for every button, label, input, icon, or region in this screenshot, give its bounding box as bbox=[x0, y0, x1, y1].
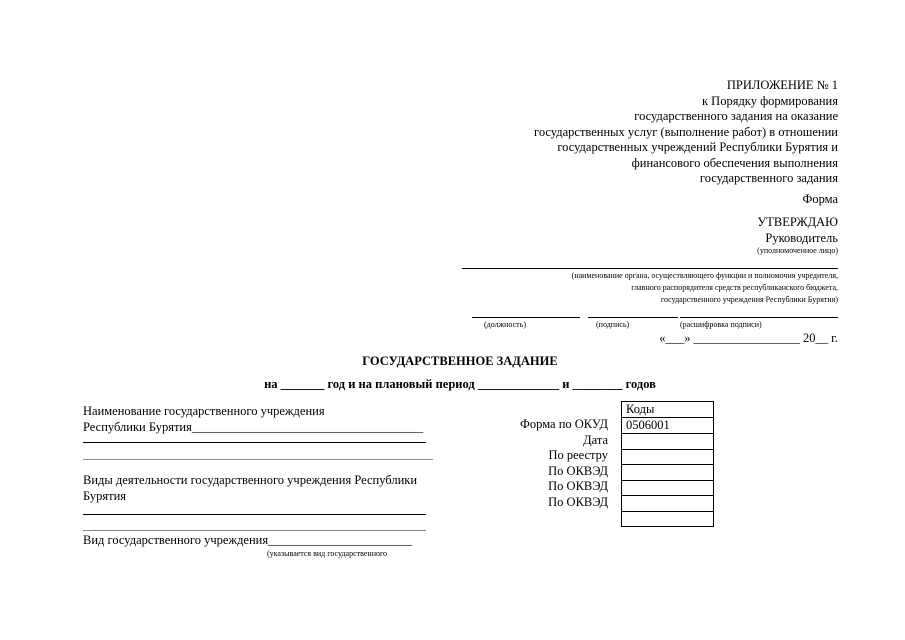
code-label: По ОКВЭД bbox=[548, 479, 608, 493]
signature-line bbox=[588, 317, 678, 318]
code-cell-empty bbox=[622, 511, 714, 527]
appendix-line: финансового обеспечения выполнения bbox=[631, 155, 838, 170]
appendix-line: государственного задания на оказание bbox=[634, 109, 838, 123]
blank-line bbox=[83, 442, 426, 443]
code-label: Дата bbox=[583, 432, 608, 447]
institution-kind-line: Вид государственного учреждения_______________________ bbox=[83, 533, 412, 547]
organ-name-line bbox=[462, 268, 838, 269]
appendix-line: ПРИЛОЖЕНИЕ № 1 bbox=[726, 78, 838, 92]
approval-date: «___» _________________ 20__ г. bbox=[659, 331, 838, 345]
code-cell-date bbox=[622, 434, 714, 450]
activity-label-2: Бурятия bbox=[83, 489, 127, 503]
activity-label: Виды деятельности государственного учреждения Республики bbox=[83, 473, 418, 487]
appendix-line: государственного задания bbox=[699, 171, 838, 185]
appendix-line: государственных учреждений Республики Бурятия и bbox=[557, 140, 838, 154]
appendix-line: к Порядку формирования bbox=[701, 93, 838, 108]
code-cell-registry bbox=[622, 449, 714, 465]
appendix-line: государственных услуг (выполнение работ) в отношении bbox=[534, 124, 838, 139]
code-cell-okved bbox=[622, 496, 714, 512]
approval-title: УТВЕРЖДАЮ bbox=[757, 215, 838, 229]
position-note: (должность) bbox=[484, 320, 526, 329]
authorized-note: (уполномоченное лицо) bbox=[757, 246, 838, 255]
institution-kind-note: (указывается вид государственного bbox=[267, 549, 388, 558]
codes-table bbox=[621, 401, 714, 527]
institution-name-label: Наименование государственного учреждения bbox=[83, 404, 325, 418]
decoding-note: (расшифровка подписи) bbox=[680, 320, 762, 329]
form-label: Форма bbox=[802, 192, 838, 206]
code-cell-okud: 0506001 bbox=[622, 418, 714, 434]
codes-header: Коды bbox=[622, 402, 714, 418]
document-title: ГОСУДАРСТВЕННОЕ ЗАДАНИЕ bbox=[362, 354, 558, 368]
appendix-header bbox=[438, 78, 838, 187]
codes-labels bbox=[448, 417, 608, 510]
code-label: Форма по ОКУД bbox=[520, 417, 608, 431]
blank-line bbox=[83, 514, 426, 515]
organ-note-1: (наименование органа, осуществляющего функции и полномочия учредителя, bbox=[571, 271, 838, 280]
blank-line bbox=[83, 530, 426, 531]
position-line bbox=[472, 317, 580, 318]
approval-head: Руководитель bbox=[765, 231, 838, 245]
code-cell-okved bbox=[622, 480, 714, 496]
blank-line bbox=[83, 459, 433, 460]
signature-note: (подпись) bbox=[596, 320, 630, 329]
code-label: По ОКВЭД bbox=[548, 463, 608, 478]
institution-name-line: Республики Бурятия_____________________________________ bbox=[83, 420, 424, 434]
decoding-line bbox=[680, 317, 838, 318]
organ-note-2: главного распорядителя средств республиканского бюджета, bbox=[631, 283, 838, 292]
code-label: По реестру bbox=[548, 448, 608, 462]
code-cell-okved bbox=[622, 465, 714, 481]
code-label: По ОКВЭД bbox=[548, 494, 608, 509]
document-period: на _______ год и на плановый период _____________ и ________ годов bbox=[264, 377, 656, 391]
organ-note-3: государственного учреждения Республики Бурятия) bbox=[660, 295, 838, 304]
